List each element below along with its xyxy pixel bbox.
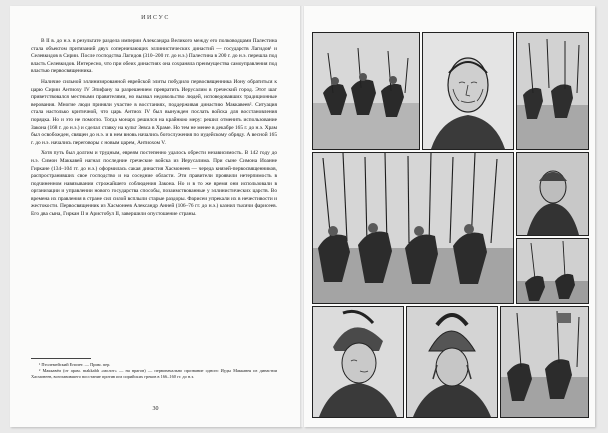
body-text	[31, 38, 277, 219]
panel-armored-rider	[516, 152, 589, 236]
panel-caesar-portrait	[422, 32, 514, 150]
right-page	[304, 6, 595, 427]
panel-mounted-soldiers	[516, 238, 589, 304]
panel-cavalry-charge	[312, 32, 420, 150]
panel-centurion-profile	[312, 306, 404, 418]
illustration-collage	[312, 32, 587, 416]
paragraph: В II в. до н.э. в результате раздела империи Александра Великого между его полководцами Палестина стала объектом притязаний двух соперничающих эллинистических династий — государств Лагидов¹ и Селевкидов в Сирии. После господства Лагидов (310–200 гг. до н.э.) Палестина в 200 г. до н.э. перешла под власть Селевкидов. Интересно, что при обеих династиях она сохраняла преимущества самоуправления под властью первосвященника.	[31, 38, 277, 75]
footnote-divider	[31, 358, 91, 359]
panel-cavalry-banners	[500, 306, 589, 418]
paragraph: Хотя путь был долгим и трудным, евреям постепенно удалось обрести независимость. В 142 году до н.э. Симон Маккавей нагнал последние греческие войска из Иерусалима. При сыне Симона Иоанне Гиркане (134–104 гг. до н.э.) оформилась сакая династия Хасмонеев — череда князей-первосвященников, распространивших свое господство и на соседние области. Эти правители проявили нетерпимость в подчиненном навязывании строжайшего соблюдения Закона. Но и в то же время они использовали в организации и управлении нового государства способы, позаимствованные у эллинистических царств. Во времена их правления в стране сил силой всплыли старые раздоры. Фарисеи упрекали их в нечестивости и жестокости. Первосвященник из Хасмонеев Александр Анней (106–76 гг. до н.э.) казнил тысячи фарисеев. Его два сына, Гиркан II и Аристобул II, завершили опустошение страны.	[31, 150, 277, 218]
panel-legion-march	[312, 152, 514, 304]
footnote: ² Маккавéи (от арам. makkabh «молот» — на врагов) — первоначально прозвание одного Иуды Маккавея из династии Хасмонеев, возглавившего восстание против ига сирийских греков в 166–160 гг. до н.э.	[31, 368, 277, 380]
panel-centurion-plume	[406, 306, 498, 418]
panel-horsemen-army	[516, 32, 589, 150]
page-number: 30	[152, 406, 159, 412]
running-head: ИИСУС	[141, 15, 170, 21]
footnotes	[31, 362, 277, 381]
left-page	[10, 6, 301, 427]
footnote: ¹ Птолемейский Египет. — Прим. пер.	[39, 362, 111, 367]
paragraph: Наличие сильной эллинизированной еврейской элиты побудило первосвященника Иону обратиться к царю Сирии Антиоху IV Эпифану за разрешением превратить Иерусалим в греческий город. Этот шаг приветствовался местными правителями, но вызвал недовольство людей, исповедовавших традиционные верования. Многие люди приняли участие в восстаниях, поддерживая династию Маккавеев². Ситуация стала настолько критичной, что царь Антиох IV был вынужден послать войска для восстановления порядка. Но и это не помогло. Тогда монарх решился на крайнюю меру: решил отменить использование Закона (168 г. до н.э.) и сделал ставку на культ Зевса в Храме. Но тем не менее в декабре 165 г. до н.э. Храм был освобожден, священ до н.э. и в нем вновь начались богослужения по иудейскому обряду. А весной 165 г. до н.э. начались переговоры с новым царем, Антиохом V.	[31, 78, 277, 146]
